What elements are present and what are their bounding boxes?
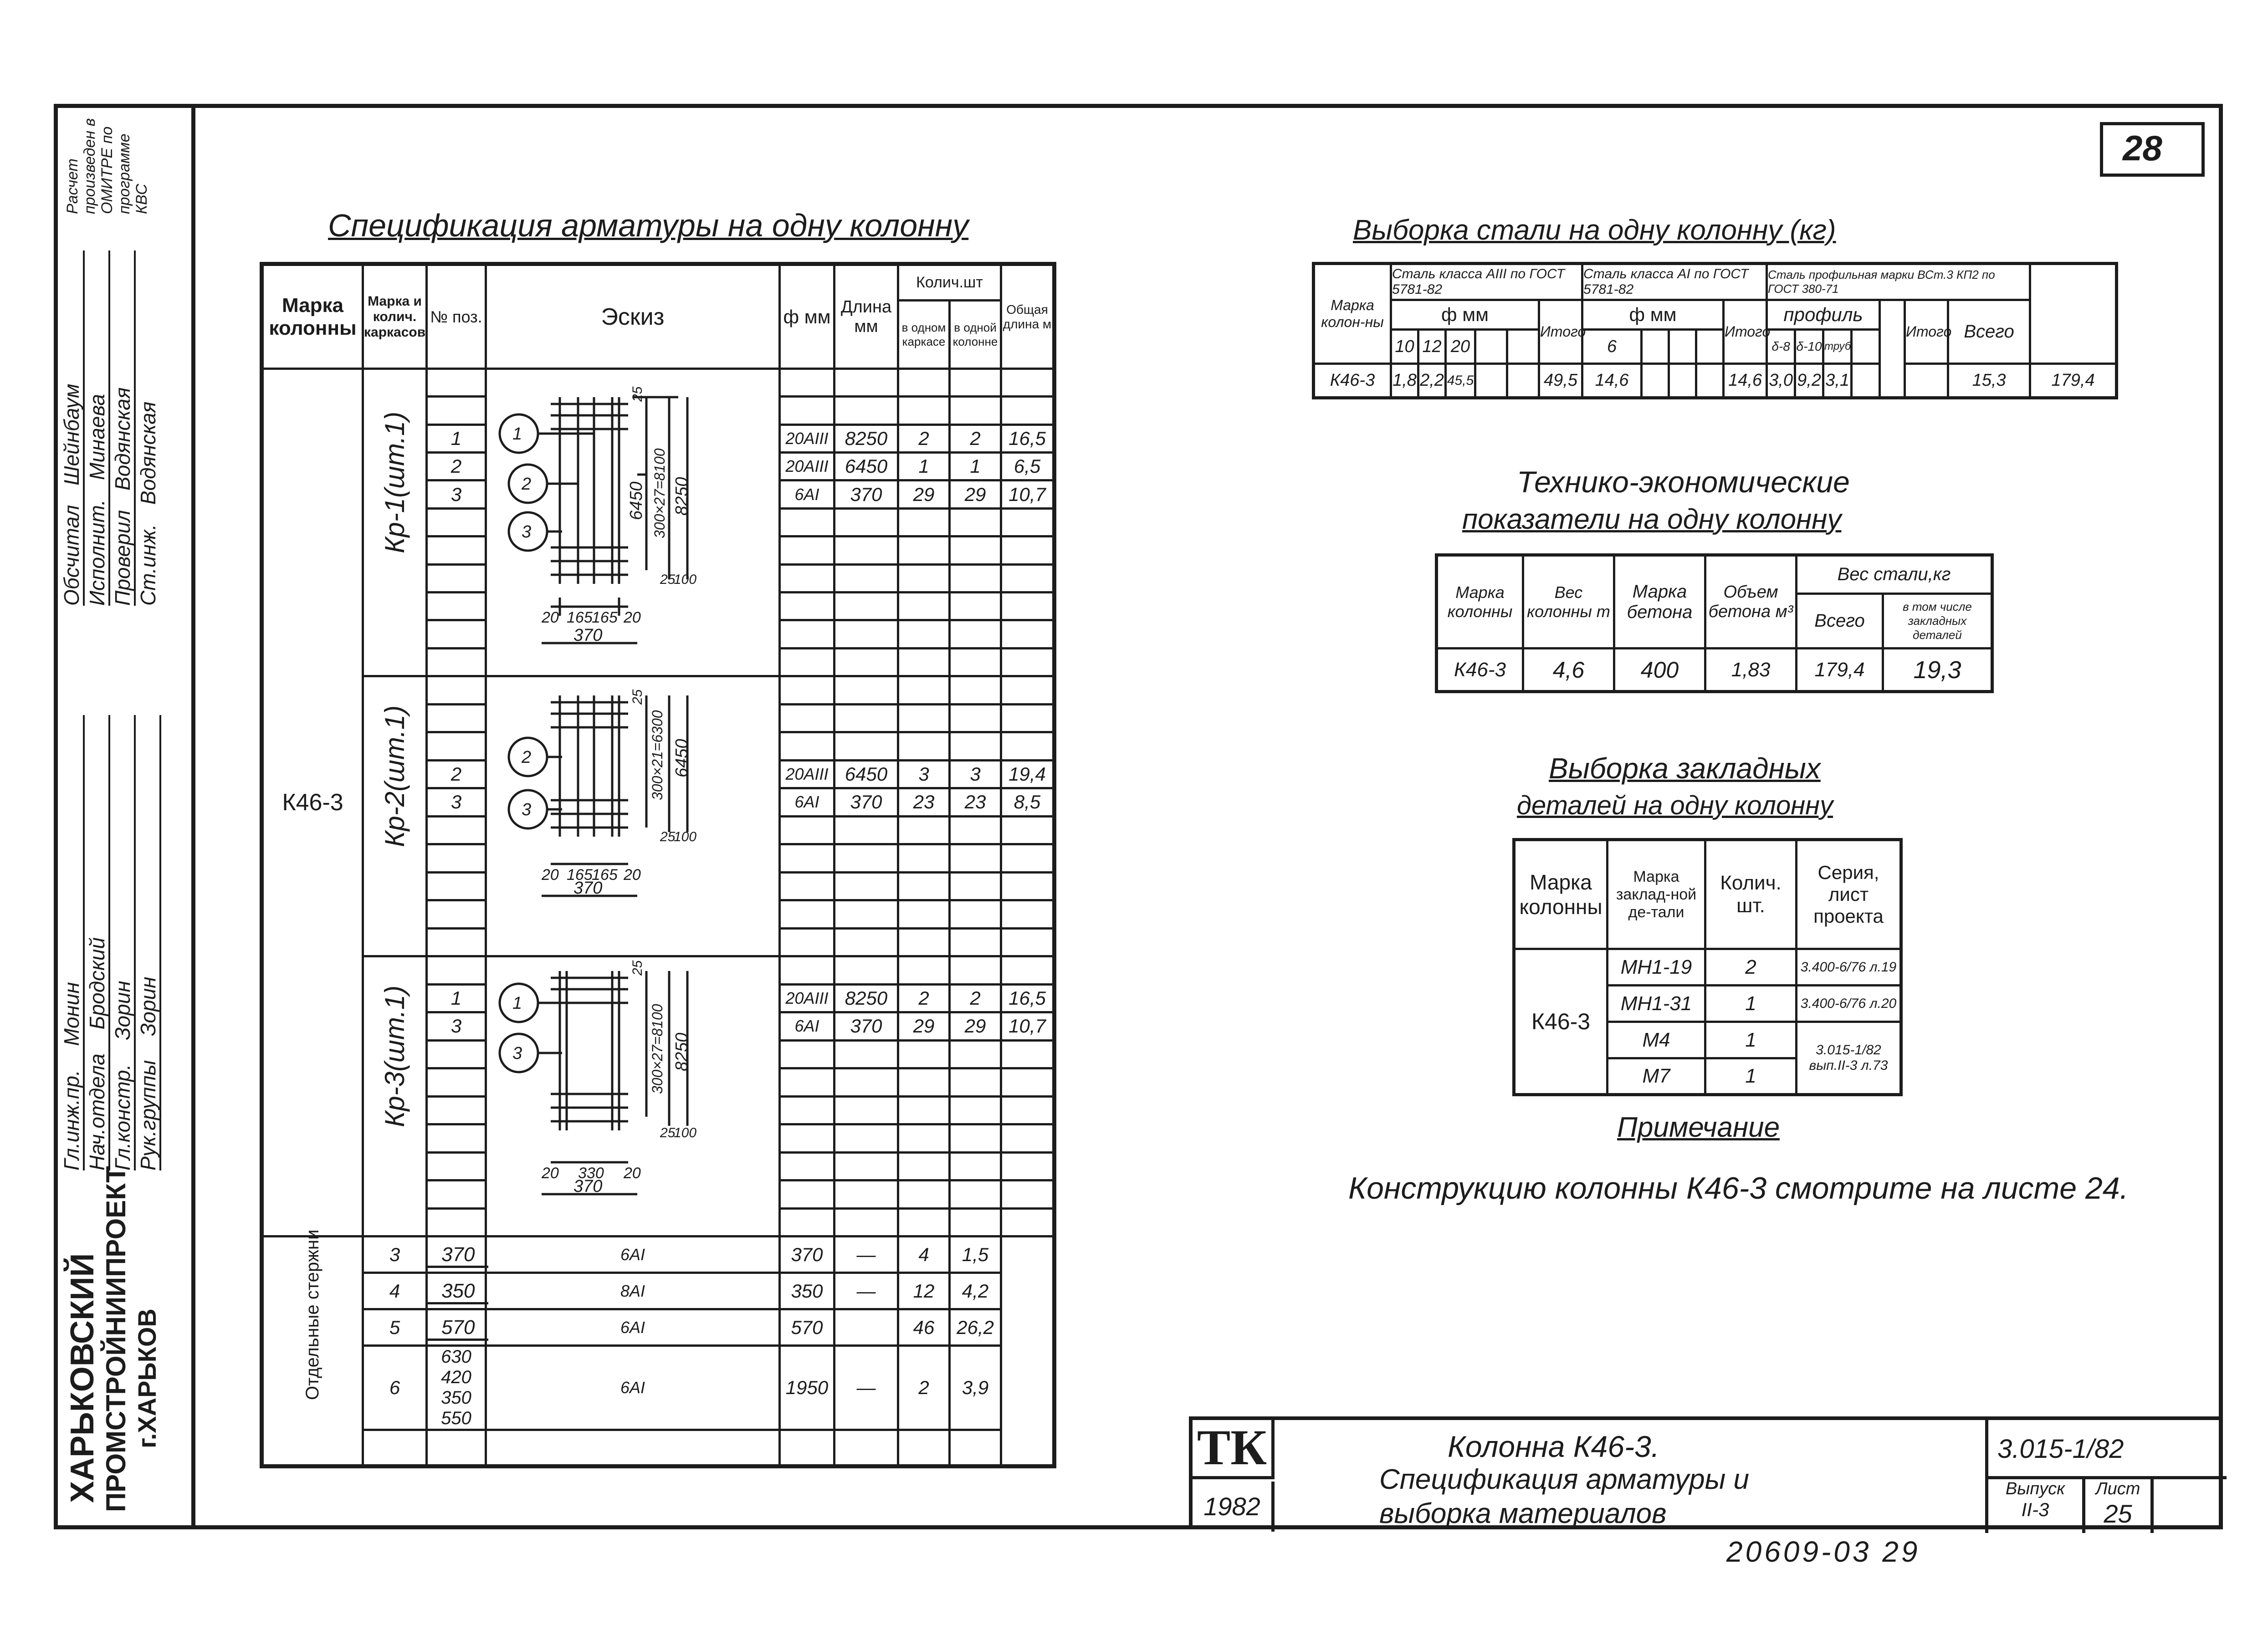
tep-row: К46-3 4,6 400 1,83 179,4 19,3 xyxy=(1437,649,1992,692)
spec-row: 1 20АIII 8250 2 2 16,5 xyxy=(262,424,1055,452)
dim-100: 100 xyxy=(674,829,697,844)
steel-h-prof: Сталь профильная марки ВСт.3 КП2 по ГОСТ 380-71 xyxy=(1767,264,2030,300)
spec-title: Спецификация арматуры на одну колонну xyxy=(328,208,969,243)
spec-row: 3 6АI 370 29 29 10,7 xyxy=(262,1012,1055,1041)
role-7: Рук.группы Зорин xyxy=(136,715,161,1170)
tep-h-mark: Марка колонны xyxy=(1437,555,1523,649)
stamp-logo-cell xyxy=(1193,1420,1275,1479)
role-1: Обсчитал Шейнбаум xyxy=(59,250,85,606)
bar-sketch-6: 630 420 350 550 xyxy=(427,1346,486,1430)
note-text: Конструкцию колонны К46-3 смотрите на листе 24. xyxy=(1348,1171,2129,1206)
role-8: Ст.инж. Водянская xyxy=(136,401,160,606)
stamp-list-label: Лист xyxy=(2095,1479,2140,1498)
sketch-kr3-svg xyxy=(487,957,781,1231)
hdr-frame: Марка и колич. каркасов xyxy=(363,264,427,369)
archive-number: 20609-03 29 xyxy=(1726,1535,1920,1568)
group-kr2: Кр-2(шт.1) xyxy=(363,676,427,956)
hdr-len: Длина мм xyxy=(835,264,898,369)
tep-h-steel: Вес стали,кг xyxy=(1797,555,1992,594)
zakl-table xyxy=(1512,838,1903,1096)
bar-sketch-5: 570 xyxy=(427,1309,486,1346)
dim-25-top: 25 xyxy=(630,689,645,705)
steel-row: К46-3 1,8 2,2 45,5 49,5 14,6 14,6 3,0 9,2 3,1 15,3 179,4 xyxy=(1314,364,2117,398)
circle-3: 3 xyxy=(512,1044,522,1063)
spec-row: 2 20АIII 6450 3 3 19,4 xyxy=(262,760,1055,788)
circle-3: 3 xyxy=(522,522,532,542)
spec-row: 2 20АIII 6450 1 1 6,5 xyxy=(262,453,1055,480)
hdr-qty-frame: в одном каркасе xyxy=(898,301,950,369)
dim-165-a: 165 xyxy=(567,609,593,626)
spec-table xyxy=(260,262,1056,1468)
steel-title: Выборка стали на одну колонну (кг) xyxy=(1353,215,1836,246)
steel-h-fmm3: ф мм xyxy=(1391,300,1539,330)
role-6: Гл.констр. Зорин xyxy=(110,715,136,1170)
stamp-list-cell xyxy=(2085,1479,2154,1533)
sketch-kr2-svg xyxy=(487,677,781,950)
stamp-vyp: II-3 xyxy=(2021,1499,2049,1520)
circle-1: 1 xyxy=(512,994,522,1013)
sheet-number: 28 xyxy=(2123,128,2162,168)
steel-h-a3: Сталь класса АIII по ГОСТ 5781-82 xyxy=(1391,264,1582,300)
dim-8100: 300×27=8100 xyxy=(649,1004,666,1094)
stamp-list: 25 xyxy=(2104,1499,2132,1528)
role-2: Исполнит. Минаева xyxy=(85,250,110,606)
hdr-pos: № поз. xyxy=(427,264,486,369)
circle-2: 2 xyxy=(522,475,532,494)
steel-h-itogo3: Итого xyxy=(1539,300,1582,364)
hdr-qty: Колич.шт xyxy=(898,264,1001,301)
dim-25-top: 25 xyxy=(630,386,645,402)
dim-165-b: 165 xyxy=(592,609,618,626)
dim-20-left: 20 xyxy=(542,866,559,884)
spec-row: Отдельные стержни 3 370 6АI 370 — 4 1,5 xyxy=(262,1237,1055,1273)
steel-h-mark: Марка колон-ны xyxy=(1314,264,1391,364)
circle-2: 2 xyxy=(522,748,532,767)
steel-h-itogo-p: Итого xyxy=(1905,300,1948,364)
note-title: Примечание xyxy=(1617,1112,1780,1143)
spec-row: 1 20АIII 8250 2 2 16,5 xyxy=(262,984,1055,1012)
dim-100: 100 xyxy=(674,572,697,587)
role-4: Гл.инж.пр. Монин xyxy=(59,715,85,1170)
dim-20-right: 20 xyxy=(624,1165,641,1182)
dim-370: 370 xyxy=(573,1177,603,1196)
tep-table xyxy=(1435,553,1994,693)
title-block xyxy=(1189,1416,2223,1529)
stamp-title-3: выборка материалов xyxy=(1379,1498,1667,1529)
dim-6450: 6450 xyxy=(672,739,691,777)
sketch-kr2 xyxy=(486,676,780,956)
steel-h-a1: Сталь класса АI по ГОСТ 5781-82 xyxy=(1582,264,1767,300)
spec-row: 3 6АI 370 23 23 8,5 xyxy=(262,788,1055,817)
stamp-year: 1982 xyxy=(1193,1482,1275,1532)
stamp-logo: ТК xyxy=(1197,1420,1267,1475)
dim-165-b: 165 xyxy=(592,866,618,884)
zakl-h-detail: Марка заклад-ной де-тали xyxy=(1608,840,1705,949)
hdr-total: Общая длина м xyxy=(1001,264,1055,369)
circle-1: 1 xyxy=(512,424,522,444)
steel-h-profile: профиль xyxy=(1767,300,1880,330)
stamp-series-cell xyxy=(1985,1420,2227,1479)
dim-25-bottom: 25 xyxy=(660,829,676,844)
bar-sketch-4: 350 xyxy=(427,1273,486,1309)
org-name-3: г.ХАРЬКОВ xyxy=(133,1308,161,1448)
tep-title-1: Технико-экономические xyxy=(1517,465,1850,499)
group-separate: Отдельные стержни xyxy=(262,1237,363,1467)
dim-20-right: 20 xyxy=(624,609,641,626)
role-5: Нач.отдела Бродский xyxy=(85,715,110,1170)
tep-h-total: Всего xyxy=(1797,594,1883,649)
dim-8250: 8250 xyxy=(672,1032,691,1071)
hdr-dia: ф мм xyxy=(780,264,835,369)
hdr-qty-col: в одной колонне xyxy=(950,301,1001,369)
dim-25-bottom: 25 xyxy=(660,572,676,587)
sketch-kr3 xyxy=(486,956,780,1237)
stamp-vyp-label: Выпуск xyxy=(2005,1479,2065,1498)
sketch-kr1 xyxy=(486,369,780,676)
stamp-vyp-cell xyxy=(1985,1479,2085,1533)
zakl-row: МН1-31 1 3.400-6/76 л.20 xyxy=(1514,986,1901,1022)
steel-h-vsego: Всего xyxy=(1948,300,2030,364)
column-mark: К46-3 xyxy=(262,369,363,1237)
stamp-title-2: Спецификация арматуры и xyxy=(1379,1464,1749,1495)
hdr-sketch: Эскиз xyxy=(486,264,780,369)
dim-370: 370 xyxy=(573,879,603,898)
dim-8100: 300×27=8100 xyxy=(651,448,668,538)
dim-20-left: 20 xyxy=(542,609,559,626)
zakl-h-qty: Колич. шт. xyxy=(1705,840,1797,949)
tep-h-embedded: в том числе закладных деталей xyxy=(1883,594,1992,649)
steel-h-itogo1: Итого xyxy=(1724,300,1767,364)
role-3: Проверил Водянская xyxy=(110,250,136,606)
dim-20-right: 20 xyxy=(624,866,641,884)
steel-table: Марка колон-ны Сталь класса АIII по ГОСТ 5781-82 Сталь класса АI по ГОСТ 5781-82 Сталь профильная марки ВСт.3 КП2 по ГОСТ 380-71 ф мм Итого ф мм Итого профиль Итого Всего 10 12 20 6 δ-8 δ-10 труб К46-3 1,8 2,2 45,5 49,5 14,6 14,6 3,0 9,2 3,1 15,3 179,4 xyxy=(1312,262,2118,399)
spec-row: 4 350 8АI 350 — 12 4,2 xyxy=(262,1273,1055,1309)
stamp-series: 3.015-1/82 xyxy=(1997,1434,2124,1464)
dim-6300: 300×21=6300 xyxy=(649,710,666,800)
dim-8250: 8250 xyxy=(672,477,691,516)
bar-sketch-3: 370 xyxy=(427,1237,486,1273)
dim-25-bottom: 25 xyxy=(660,1125,676,1140)
group-kr1: Кр-1(шт.1) xyxy=(363,369,427,676)
zakl-row: М4 1 3.015-1/82 вып.II-3 л.73 xyxy=(1514,1022,1901,1058)
steel-h-fmm1: ф мм xyxy=(1582,300,1724,330)
dim-100: 100 xyxy=(674,1125,697,1140)
tep-h-weight: Вес колонны т xyxy=(1523,555,1614,649)
zakl-row: М7 1 xyxy=(1514,1058,1901,1095)
spec-row: 5 570 6АI 570 46 26,2 xyxy=(262,1309,1055,1346)
stamp-title-1: Колонна К46-3. xyxy=(1448,1430,1660,1463)
calc-note: Расчет произведен в ОМИТРЕ по программе КВС xyxy=(64,118,150,214)
dim-25-top: 25 xyxy=(630,960,645,976)
spec-row: 3 6АI 370 29 29 10,7 xyxy=(262,480,1055,508)
zakl-h-mark: Марка колонны xyxy=(1514,840,1608,949)
zakl-row: К46-3 МН1-19 2 3.400-6/76 л.19 xyxy=(1514,949,1901,986)
sketch-kr1-svg xyxy=(487,370,781,670)
tep-h-volume: Объем бетона м³ xyxy=(1705,555,1797,649)
group-kr3: Кр-3(шт.1) xyxy=(363,956,427,1237)
tep-h-grade: Марка бетона xyxy=(1614,555,1705,649)
org-name-2: ПРОМСТРОЙНИИПРОЕКТ xyxy=(101,1166,131,1512)
zakl-title-2: деталей на одну колонну xyxy=(1517,791,1833,820)
dim-20-left: 20 xyxy=(542,1165,559,1182)
zakl-h-series: Серия, лист проекта xyxy=(1797,840,1901,949)
zakl-title-1: Выборка закладных xyxy=(1549,752,1821,785)
hdr-mark: Марка колонны xyxy=(262,264,363,369)
dim-165-a: 165 xyxy=(567,866,593,884)
dim-370: 370 xyxy=(573,626,603,645)
left-strip-text xyxy=(59,109,191,1521)
circle-3: 3 xyxy=(522,800,532,819)
org-name-1: ХАРЬКОВСКИЙ xyxy=(64,1253,101,1503)
spec-row: 6 630 420 350 550 6АI 1950 — 2 3,9 xyxy=(262,1346,1055,1430)
dim-330: 330 xyxy=(578,1165,604,1182)
tep-title-2: показатели на одну колонну xyxy=(1462,504,1842,535)
dim-6450: 6450 xyxy=(627,481,646,520)
